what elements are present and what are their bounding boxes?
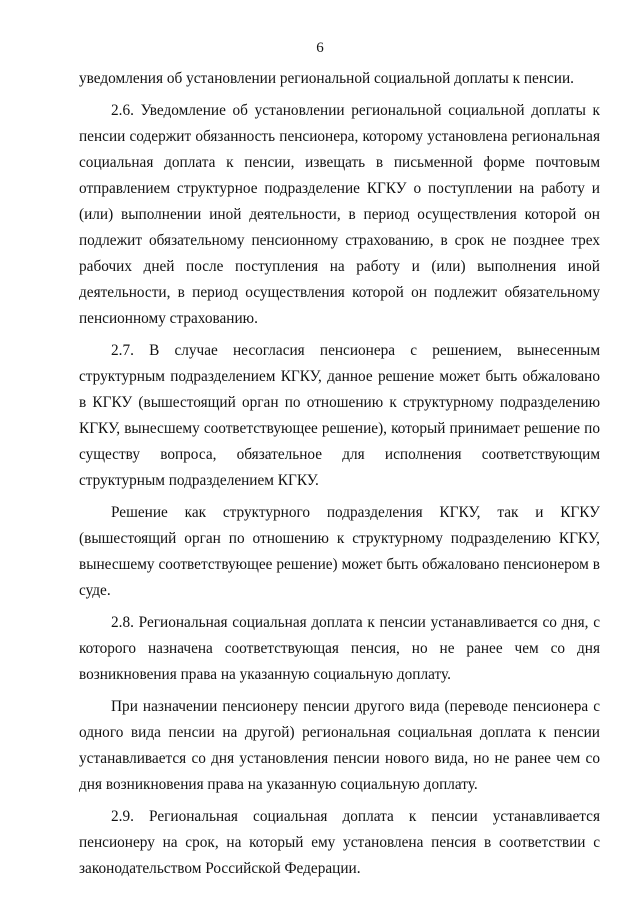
paragraph-2-6: 2.6. Уведомление об установлении региональной социальной доплаты к пенсии содержит обязанность пенсионера, которому установлена региональная социальная доплата к пенсии, извещать в письменной форме почтовым отправлением структурное подразделение КГКУ о поступлении на работу и (или) выполнении иной деятельности, в период осуществления которой он подлежит обязательному пенсионному страхованию, в срок не позднее трех рабочих дней после поступления на работу и (или) выполнения иной деятельности, в период осуществления которой он подлежит обязательному пенсионному страхованию.	[79, 102, 600, 327]
paragraph-continuation: уведомления об установлении региональной социальной доплаты к пенсии.	[79, 70, 574, 87]
paragraph-2-9: 2.9. Региональная социальная доплата к пенсии устанавливается пенсионеру на срок, на который ему установлена пенсия в соответствии с законодательством Российской Федерации.	[79, 808, 600, 877]
paragraph-2-7: 2.7. В случае несогласия пенсионера с решением, вынесенным структурным подразделением КГКУ, данное решение может быть обжаловано в КГКУ (вышестоящий орган по отношению к структурному подразделению КГКУ, вынесшему соответствующее решение), который принимает решение по существу вопроса, обязательное для исполнения соответствующим структурным подразделением КГКУ.	[79, 342, 600, 489]
page-number: 6	[316, 40, 324, 56]
paragraph-2-8: 2.8. Региональная социальная доплата к пенсии устанавливается со дня, с которого назначена соответствующая пенсия, но не ранее чем со дня возникновения права на указанную социальную доплату.	[79, 614, 600, 683]
paragraph-2-8-new-pension: При назначении пенсионеру пенсии другого вида (переводе пенсионера с одного вида пенсии на другой) региональная социальная доплата к пенсии устанавливается со дня установления пенсии нового вида, но не ранее чем со дня возникновения права на указанную социальную доплату.	[79, 698, 600, 793]
paragraph-2-7-appeal: Решение как структурного подразделения КГКУ, так и КГКУ (вышестоящий орган по отношению к структурному подразделению КГКУ, вынесшему соответствующее решение) может быть обжаловано пенсионером в суде.	[79, 504, 600, 599]
document-body	[79, 66, 600, 882]
